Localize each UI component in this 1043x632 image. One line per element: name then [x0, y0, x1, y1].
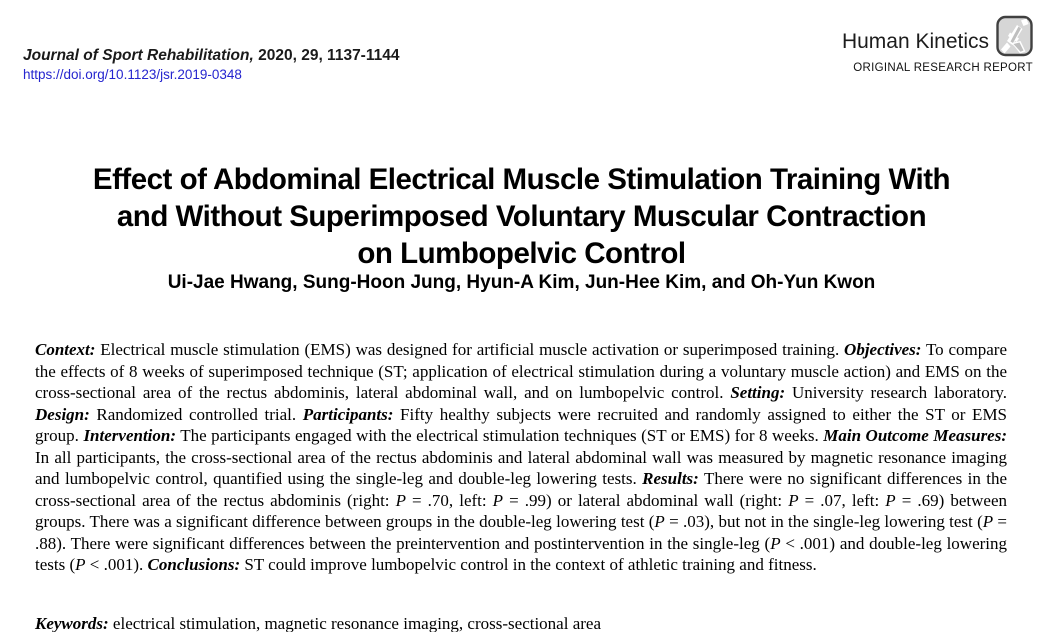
- abstract-section-text: ST could improve lumbopelvic control in the context of athletic training and fitness.: [244, 555, 817, 575]
- abstract-section-label: Conclusions:: [147, 555, 241, 575]
- title-line: Effect of Abdominal Electrical Muscle Stimulation Training With: [92, 162, 951, 196]
- publisher-row: [842, 13, 1033, 59]
- abstract-section-label: Context:: [35, 340, 96, 359]
- abstract-section-label: Setting:: [730, 383, 786, 403]
- keywords-label: Keywords:: [35, 614, 109, 632]
- journal-name: Journal of Sport Rehabilitation,: [23, 47, 254, 64]
- publisher-name: Human Kinetics: [841, 30, 989, 53]
- journal-citation: [23, 46, 399, 65]
- keywords-line: [35, 614, 601, 632]
- human-kinetics-logo-icon: [996, 13, 1033, 59]
- abstract-section-label: Participants:: [302, 404, 394, 424]
- keywords-text: electrical stimulation, magnetic resonance imaging, cross-sectional area: [112, 614, 601, 632]
- abstract-text: [35, 339, 1007, 576]
- report-type-label: ORIGINAL RESEARCH REPORT: [853, 62, 1033, 74]
- journal-citation-block: [23, 46, 399, 84]
- abstract-section-label: Main Outcome Measures:: [823, 426, 1008, 446]
- abstract-section-text: University research laboratory.: [791, 383, 1007, 403]
- abstract-section-text: Fifty healthy subjects were recruited and randomly assigned to either the ST or EMS group.: [35, 404, 1008, 446]
- abstract-section-label: Intervention:: [83, 426, 176, 446]
- abstract-section-text: Electrical muscle stimulation (EMS) was designed for artificial muscle activation or superimposed training.: [100, 340, 840, 359]
- abstract-section-text: To compare the effects of 8 weeks of superimposed technique (ST; application of electrical stimulation during a voluntary muscle action) and EMS on the cross-sectional area of the rectus abdominis, lateral abdominal wall, and on lumbopelvic control.: [35, 340, 1007, 403]
- abstract-section-label: Design:: [35, 404, 90, 424]
- abstract-section-label: Objectives:: [844, 340, 922, 359]
- abstract-section-label: Results:: [642, 469, 699, 489]
- title-line: on Lumbopelvic Control: [357, 236, 686, 270]
- doi-link[interactable]: https://doi.org/10.1123/jsr.2019-0348: [23, 67, 242, 82]
- abstract-section-text: There were no significant differences in the cross-sectional area of the rectus abdominis (right: P = .70, left: P = .99) or lateral abdominal wall (right: P = .07, left: P = .69) between groups. There was a significant difference between groups in the double-leg lowering test (P = .03), but not in the single-leg lowering test (P = .88). There were significant differences between the preintervention and postintervention in the single-leg (P < .001) and double-leg lowering tests (P < .001).: [35, 469, 1008, 575]
- abstract-section-text: The participants engaged with the electrical stimulation techniques (ST or EMS) for 8 weeks.: [180, 426, 819, 446]
- journal-issue: 2020, 29, 1137-1144: [258, 47, 400, 64]
- abstract-section-text: In all participants, the cross-sectional area of the rectus abdominis and lateral abdominal wall was measured by magnetic resonance imaging and lumbopelvic control, quantified using the single-leg and double-leg lowering tests.: [35, 447, 1007, 489]
- authors-line: Ui-Jae Hwang, Sung-Hoon Jung, Hyun-A Kim, Jun-Hee Kim, and Oh-Yun Kwon: [167, 272, 876, 293]
- abstract-section-text: Randomized controlled trial.: [96, 404, 297, 424]
- publisher-block: [842, 13, 1033, 74]
- title-line: and Without Superimposed Voluntary Muscular Contraction: [116, 199, 927, 233]
- paper-title: [0, 161, 1043, 272]
